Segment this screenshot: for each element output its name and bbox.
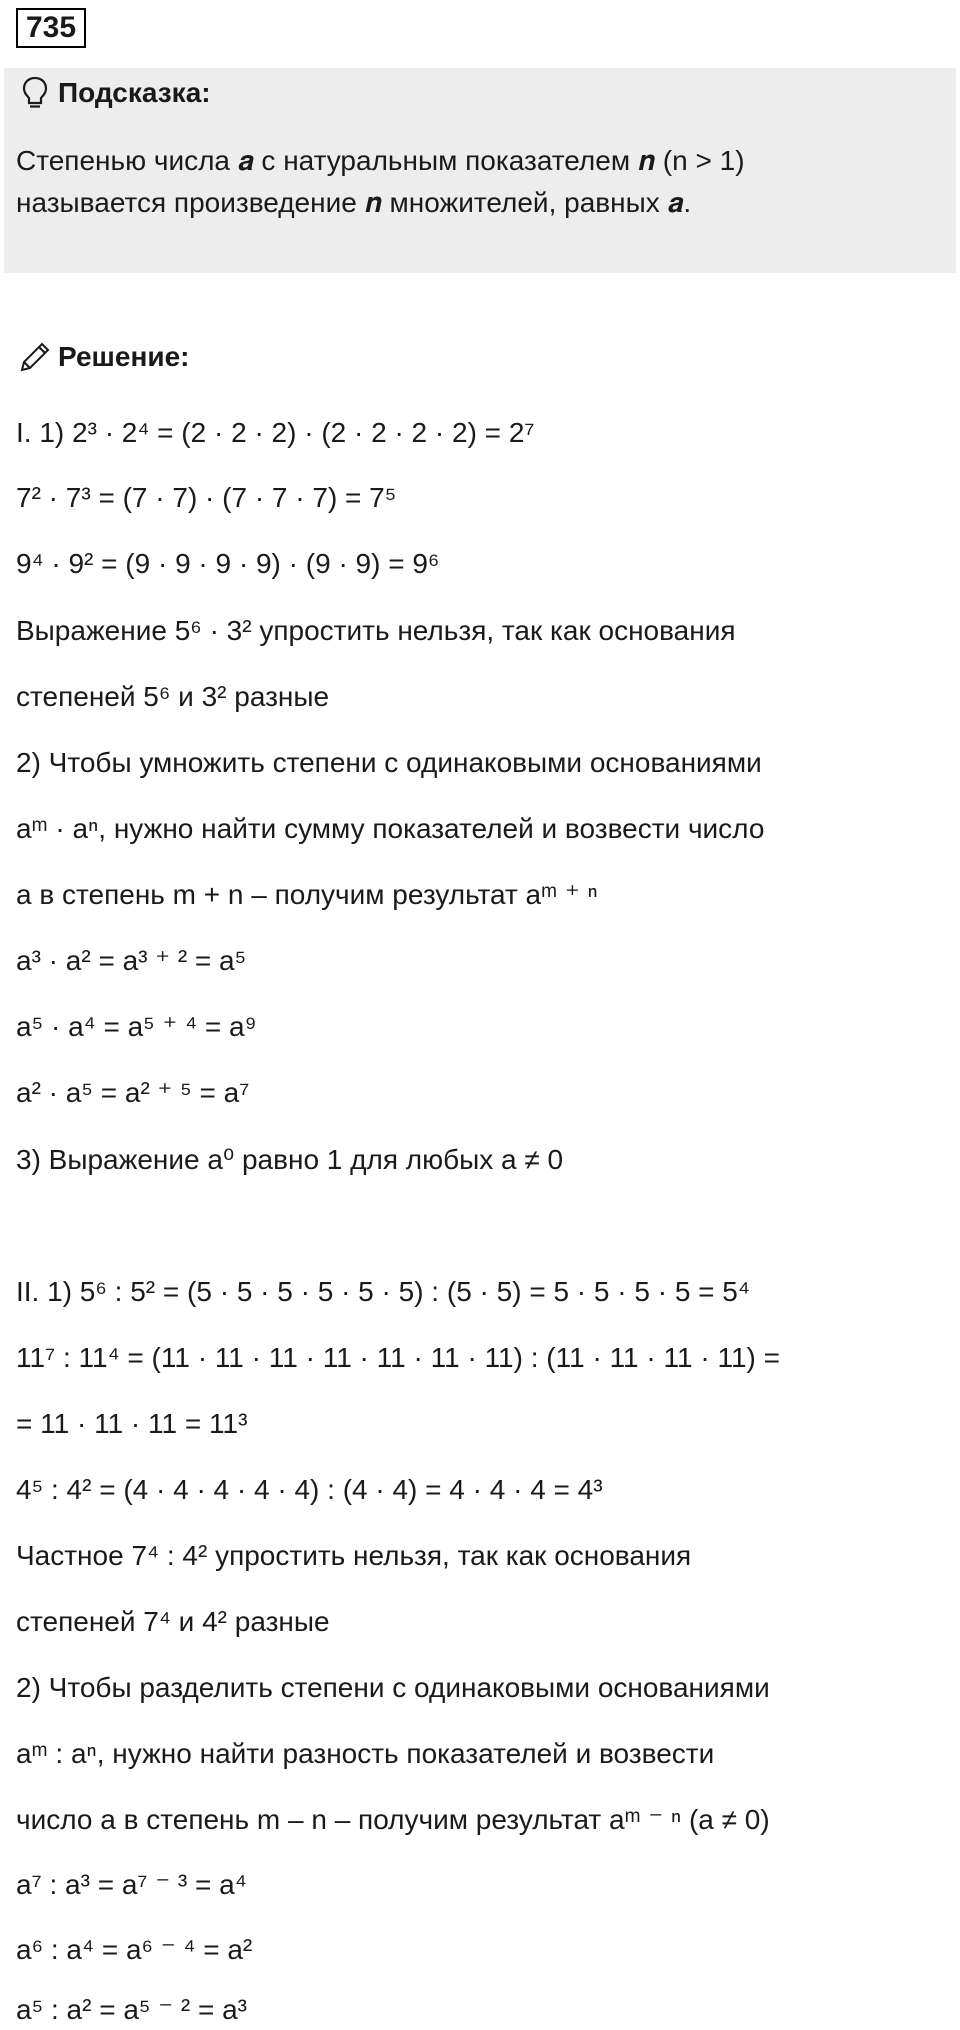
solution-line: = 11 · 11 · 11 = 11³ [16,1408,248,1439]
solution-line: степеней 5⁶ и 3² разные [16,681,330,712]
solution-line: aᵐ : aⁿ, нужно найти разность показателей и возвести [16,1738,715,1769]
lightbulb-icon [22,76,48,110]
hint-title: Подсказка: [58,77,211,108]
solution-line: a⁵ : a² = a⁵ ⁻ ² = a³ [16,1994,247,2025]
solution-line: 3) Выражение a⁰ равно 1 для любых a ≠ 0 [16,1144,564,1175]
solution-line: Выражение 5⁶ · 3² упростить нельзя, так как основания [16,615,736,646]
solution-line: a² · a⁵ = a² ⁺ ⁵ = a⁷ [16,1077,250,1108]
solution-title: Решение: [58,341,190,372]
solution-header [18,340,189,374]
solution-line: II. 1) 5⁶ : 5² = (5 · 5 · 5 · 5 · 5 · 5) : (5 · 5) = 5 · 5 · 5 · 5 = 5⁴ [16,1276,750,1307]
hint-box [4,68,956,273]
solution-line: Частное 7⁴ : 4² упростить нельзя, так как основания [16,1540,692,1571]
solution-line: 2) Чтобы умножить степени с одинаковыми основаниями [16,747,762,778]
solution-line: степеней 7⁴ и 4² разные [16,1606,330,1637]
solution-line: a⁷ : a³ = a⁷ ⁻ ³ = a⁴ [16,1869,247,1900]
solution-line: a⁵ · a⁴ = a⁵ ⁺ ⁴ = a⁹ [16,1011,257,1042]
solution-line: a в степень m + n – получим результат aᵐ ⁺ ⁿ [16,879,598,910]
solution-line: aᵐ · aⁿ, нужно найти сумму показателей и возвести число [16,813,765,844]
solution-line: 2) Чтобы разделить степени с одинаковыми основаниями [16,1672,770,1703]
solution-line: a⁶ : a⁴ = a⁶ ⁻ ⁴ = a² [16,1934,253,1965]
solution-line: 7² · 7³ = (7 · 7) · (7 · 7 · 7) = 7⁵ [16,482,397,513]
solution-line: 11⁷ : 11⁴ = (11 · 11 · 11 · 11 · 11 · 11 · 11) : (11 · 11 · 11 · 11) = [16,1342,780,1373]
solution-line: a³ · a² = a³ ⁺ ² = a⁵ [16,945,247,976]
solution-line: I. 1) 2³ · 2⁴ = (2 · 2 · 2) · (2 · 2 · 2 · 2) = 2⁷ [16,417,535,448]
hint-line-2: называется произведение 𝒏 множителей, равных 𝒂. [16,187,692,218]
hint-header [22,76,211,110]
solution-line: число a в степень m – n – получим результат aᵐ ⁻ ⁿ (a ≠ 0) [16,1804,770,1835]
hint-line-1: Степенью числа 𝒂 с натуральным показателем 𝒏 (n > 1) [16,145,745,176]
pencil-icon [18,340,52,374]
hint-definition [16,140,946,224]
solution-line: 4⁵ : 4² = (4 · 4 · 4 · 4 · 4) : (4 · 4) = 4 · 4 · 4 = 4³ [16,1474,603,1505]
problem-number: 735 [16,8,86,48]
solution-line: 9⁴ · 9² = (9 · 9 · 9 · 9) · (9 · 9) = 9⁶ [16,548,440,579]
